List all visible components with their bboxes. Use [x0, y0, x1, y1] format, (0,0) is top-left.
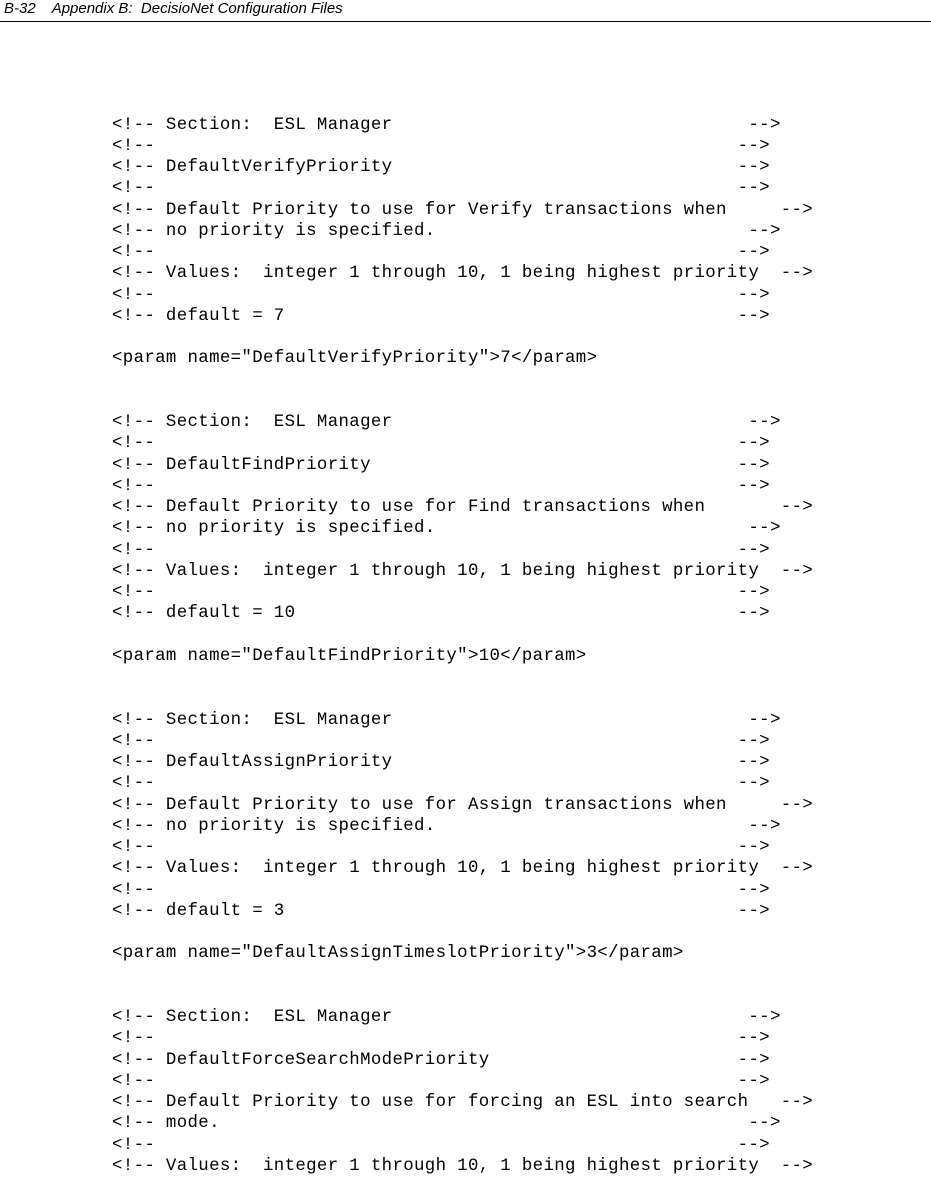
code-line: <!-- -->	[112, 243, 770, 262]
code-line	[112, 986, 872, 1007]
code-line	[112, 922, 872, 943]
code-line: <param name="DefaultFindPriority">10</param>	[112, 646, 587, 666]
code-line: <!-- DefaultForceSearchModePriority -->	[112, 1050, 770, 1070]
code-listing	[112, 72, 872, 1177]
code-line: <!-- DefaultVerifyPriority -->	[112, 158, 770, 177]
code-line: <!-- default = 3 -->	[112, 901, 770, 921]
code-line: <!-- -->	[112, 179, 770, 199]
code-line: <!-- Default Priority to use for Assign transactions when -->	[112, 795, 814, 815]
code-line: <!-- -->	[112, 1029, 770, 1049]
page-number: B-32	[4, 0, 36, 17]
code-line: <!-- Section: ESL Manager -->	[112, 1008, 781, 1027]
code-line: <!-- no priority is specified. -->	[112, 221, 781, 241]
code-line: <!-- -->	[112, 285, 770, 305]
code-line: <!-- mode. -->	[112, 1114, 781, 1134]
code-line: <!-- Section: ESL Manager -->	[112, 115, 781, 135]
code-line: <!-- Values: integer 1 through 10, 1 being highest priority -->	[112, 264, 814, 284]
code-line: <!-- default = 10 -->	[112, 604, 770, 624]
code-line: <!-- -->	[112, 1135, 770, 1155]
code-line	[112, 327, 872, 348]
code-line: <!-- Default Priority to use for forcing an ESL into search -->	[112, 1093, 814, 1112]
code-line: <!-- DefaultFindPriority -->	[112, 455, 770, 475]
code-line: <!-- -->	[112, 540, 770, 560]
code-line: <param name="DefaultVerifyPriority">7</param>	[112, 349, 598, 369]
code-line: <!-- -->	[112, 731, 770, 751]
code-line: <!-- -->	[112, 434, 770, 454]
code-line: <!-- no priority is specified. -->	[112, 519, 781, 539]
code-line: <!-- Default Priority to use for Find transactions when -->	[112, 498, 814, 517]
code-line: <!-- Section: ESL Manager -->	[112, 710, 781, 730]
code-line: <!-- -->	[112, 774, 770, 794]
code-line	[112, 391, 872, 412]
code-line: <!-- Section: ESL Manager -->	[112, 413, 781, 432]
code-line: <!-- DefaultAssignPriority -->	[112, 753, 770, 772]
code-line: <!-- -->	[112, 136, 770, 156]
code-line	[112, 370, 872, 391]
code-line: <!-- default = 7 -->	[112, 306, 770, 326]
page-header	[0, 0, 931, 22]
code-line: <param name="DefaultAssignTimeslotPriority">3</param>	[112, 944, 684, 964]
code-line: <!-- -->	[112, 880, 770, 900]
code-line	[112, 965, 872, 986]
code-line: <!-- no priority is specified. -->	[112, 816, 781, 836]
code-line: <!-- Values: integer 1 through 10, 1 being highest priority -->	[112, 561, 814, 581]
code-line: <!-- -->	[112, 838, 770, 857]
code-line: <!-- Values: integer 1 through 10, 1 being highest priority -->	[112, 1156, 814, 1176]
code-line: <!-- -->	[112, 583, 770, 602]
code-line: <!-- -->	[112, 1071, 770, 1091]
code-line: <!-- -->	[112, 476, 770, 496]
code-line	[112, 688, 872, 709]
code-line	[112, 667, 872, 688]
chapter-title: Appendix B: DecisioNet Configuration Files	[51, 0, 343, 17]
code-line: <!-- Default Priority to use for Verify transactions when -->	[112, 200, 814, 220]
code-line	[112, 625, 872, 646]
code-line: <!-- Values: integer 1 through 10, 1 being highest priority -->	[112, 859, 814, 879]
